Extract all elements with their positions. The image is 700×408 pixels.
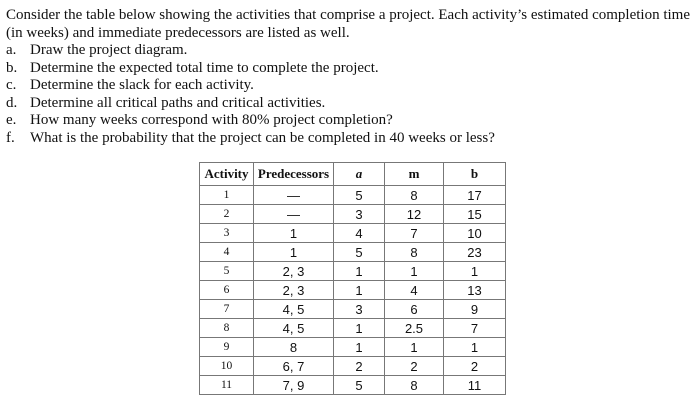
question-letter: a. — [6, 42, 17, 58]
cell-activity: 10 — [200, 357, 254, 376]
cell-b: 7 — [444, 319, 506, 338]
question-letter: d. — [6, 94, 18, 111]
cell-activity: 7 — [200, 300, 254, 319]
cell-b: 13 — [444, 281, 506, 300]
problem-intro: Consider the table below showing the activities that comprise a project. Each activity’s estimated completion time (in weeks) and immediate predecessors are listed as well. — [6, 7, 690, 41]
cell-a: 3 — [334, 205, 385, 224]
cell-activity: 6 — [200, 281, 254, 300]
cell-a: 1 — [334, 319, 385, 338]
cell-m: 8 — [385, 186, 444, 205]
cell-m: 8 — [385, 376, 444, 395]
table-header-row — [200, 163, 506, 186]
table-row — [200, 376, 506, 395]
cell-b: 23 — [444, 243, 506, 262]
cell-a: 4 — [334, 224, 385, 243]
question-item — [6, 60, 696, 78]
cell-m: 12 — [385, 205, 444, 224]
cell-a: 1 — [334, 338, 385, 357]
table-row — [200, 224, 506, 243]
header-m: m — [385, 163, 444, 186]
cell-predecessors: 4, 5 — [254, 319, 334, 338]
cell-b: 17 — [444, 186, 506, 205]
question-item — [6, 130, 696, 148]
question-item — [6, 42, 696, 60]
cell-b: 9 — [444, 300, 506, 319]
activity-table-wrapper — [199, 162, 506, 395]
cell-activity: 1 — [200, 186, 254, 205]
cell-m: 6 — [385, 300, 444, 319]
table-row — [200, 319, 506, 338]
cell-predecessors: 2, 3 — [254, 262, 334, 281]
header-a: a — [334, 163, 385, 186]
question-text: How many weeks correspond with 80% project completion? — [30, 112, 393, 128]
cell-predecessors: 2, 3 — [254, 281, 334, 300]
question-list — [6, 42, 696, 147]
cell-predecessors: 8 — [254, 338, 334, 357]
question-item — [6, 77, 696, 95]
cell-a: 2 — [334, 357, 385, 376]
cell-m: 1 — [385, 338, 444, 357]
table-body — [200, 186, 506, 395]
cell-m: 8 — [385, 243, 444, 262]
cell-a: 5 — [334, 376, 385, 395]
question-letter: f. — [6, 129, 15, 146]
question-text: Determine the expected total time to complete the project. — [30, 59, 379, 76]
cell-b: 15 — [444, 205, 506, 224]
cell-m: 2 — [385, 357, 444, 376]
cell-activity: 3 — [200, 224, 254, 243]
question-item — [6, 95, 696, 113]
header-predecessors: Predecessors — [254, 163, 334, 186]
cell-b: 10 — [444, 224, 506, 243]
table-row — [200, 205, 506, 224]
cell-predecessors: 6, 7 — [254, 357, 334, 376]
question-text: Determine the slack for each activity. — [30, 77, 254, 93]
question-text: What is the probability that the project can be completed in 40 weeks or less? — [30, 129, 495, 146]
cell-m: 4 — [385, 281, 444, 300]
cell-m: 7 — [385, 224, 444, 243]
cell-activity: 5 — [200, 262, 254, 281]
table-row — [200, 338, 506, 357]
cell-b: 1 — [444, 262, 506, 281]
table-row — [200, 281, 506, 300]
table-row — [200, 357, 506, 376]
table-row — [200, 243, 506, 262]
cell-b: 11 — [444, 376, 506, 395]
header-b: b — [444, 163, 506, 186]
question-text: Draw the project diagram. — [30, 42, 188, 58]
cell-a: 5 — [334, 186, 385, 205]
cell-predecessors: 1 — [254, 224, 334, 243]
question-text: Determine all critical paths and critical activities. — [30, 94, 326, 111]
cell-a: 5 — [334, 243, 385, 262]
activity-table — [199, 162, 506, 395]
cell-activity: 11 — [200, 376, 254, 395]
header-activity: Activity — [200, 163, 254, 186]
problem-document — [6, 6, 696, 147]
question-letter: e. — [6, 112, 17, 128]
cell-predecessors: 1 — [254, 243, 334, 262]
cell-a: 3 — [334, 300, 385, 319]
cell-activity: 8 — [200, 319, 254, 338]
question-letter: b. — [6, 59, 18, 76]
cell-m: 1 — [385, 262, 444, 281]
cell-a: 1 — [334, 281, 385, 300]
cell-predecessors: 4, 5 — [254, 300, 334, 319]
cell-b: 1 — [444, 338, 506, 357]
cell-predecessors: — — [254, 186, 334, 205]
question-letter: c. — [6, 77, 17, 93]
table-row — [200, 300, 506, 319]
cell-activity: 2 — [200, 205, 254, 224]
cell-a: 1 — [334, 262, 385, 281]
table-row — [200, 262, 506, 281]
table-row — [200, 186, 506, 205]
question-item — [6, 112, 696, 130]
cell-m: 2.5 — [385, 319, 444, 338]
cell-activity: 9 — [200, 338, 254, 357]
cell-activity: 4 — [200, 243, 254, 262]
cell-b: 2 — [444, 357, 506, 376]
cell-predecessors: 7, 9 — [254, 376, 334, 395]
cell-predecessors: — — [254, 205, 334, 224]
